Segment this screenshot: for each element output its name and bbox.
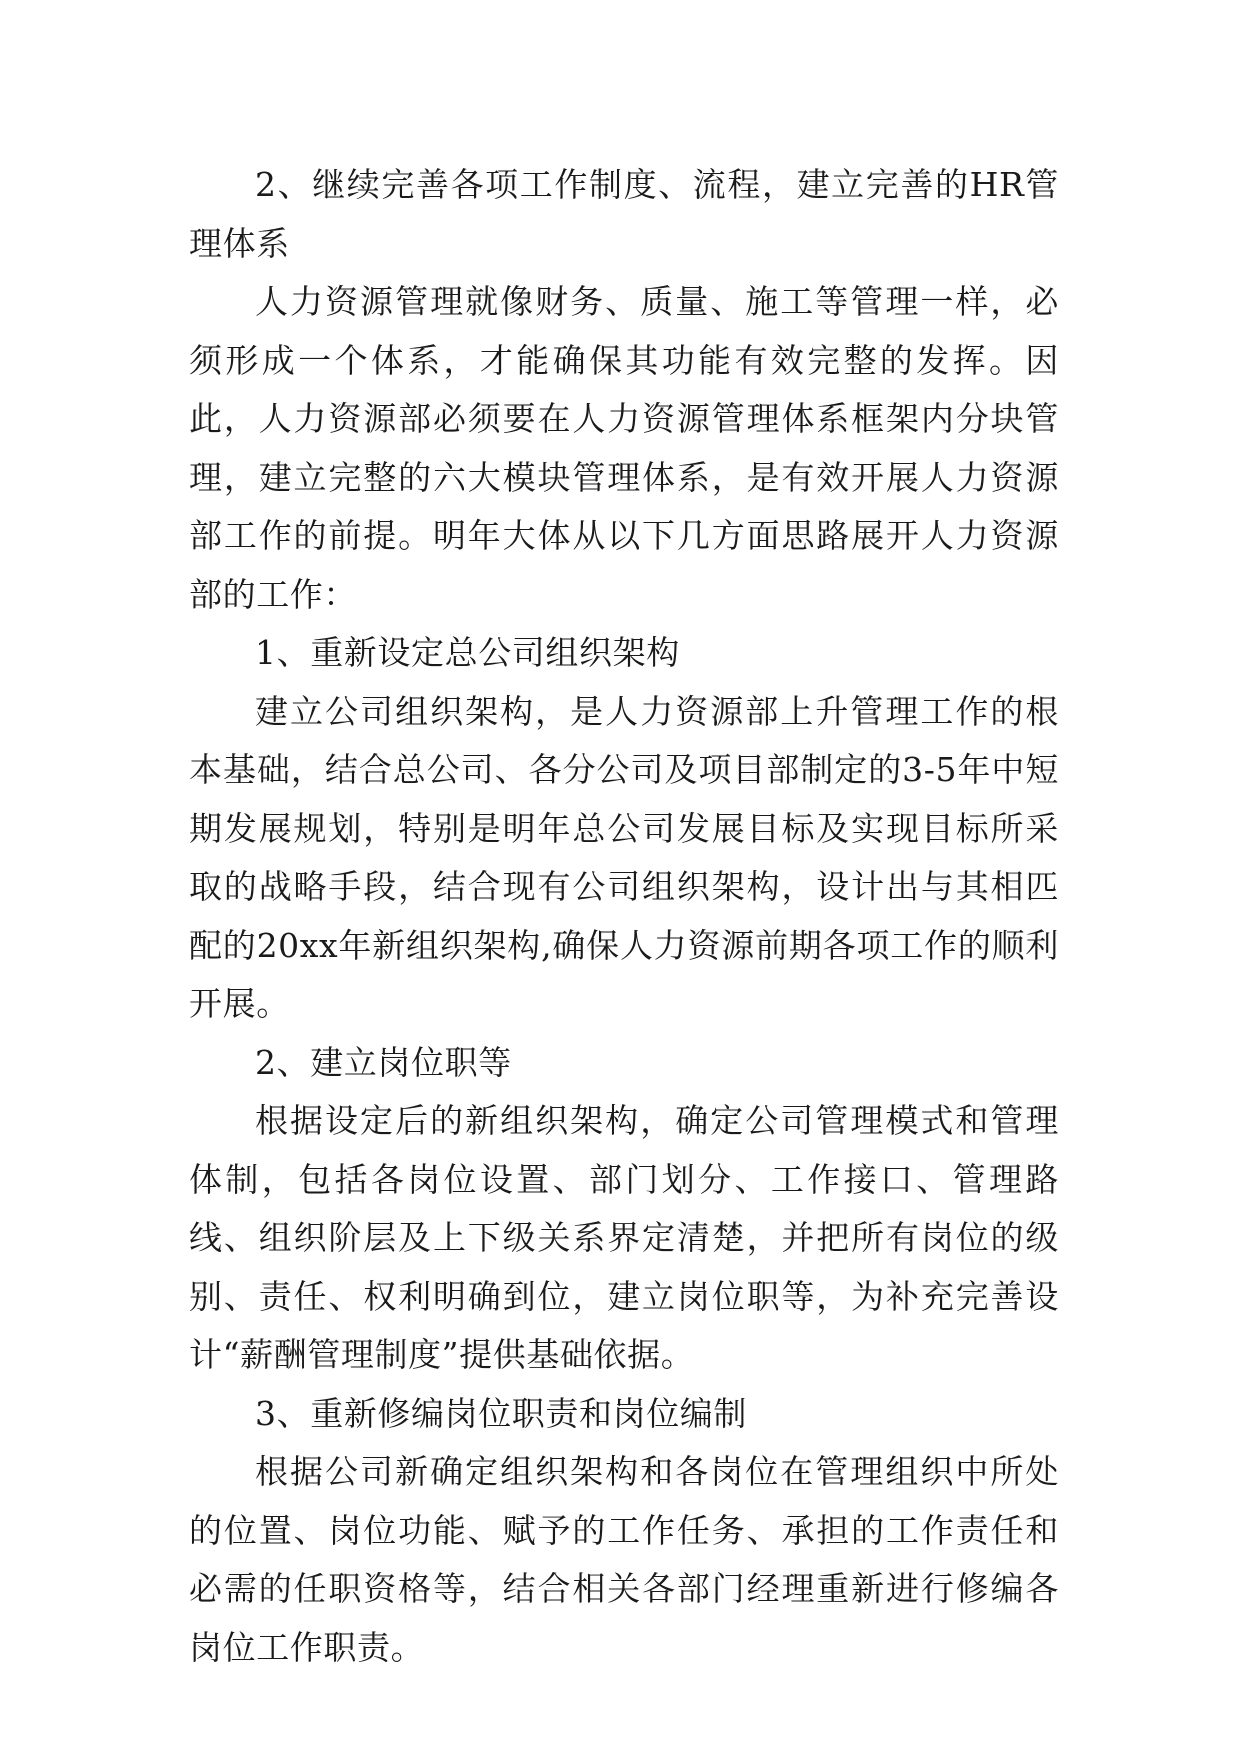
paragraph-job-grades: 根据设定后的新组织架构，确定公司管理模式和管理体制，包括各岗位设置、部门划分、工作接口、管理路线、组织阶层及上下级关系界定清楚，并把所有岗位的级别、责任、权利明确到位，建立岗位职等，为补充完善设计“薪酬管理制度”提供基础依据。 — [189, 1101, 1059, 1374]
section-heading-hr-system: 2、继续完善各项工作制度、流程，建立完善的HR管理体系 — [189, 165, 1059, 263]
section-heading-job-duties: 3、重新修编岗位职责和岗位编制 — [255, 1393, 747, 1433]
paragraph-org-structure: 建立公司组织架构，是人力资源部上升管理工作的根本基础，结合总公司、各分公司及项目部制定的3-5年中短期发展规划，特别是明年总公司发展目标及实现目标所采取的战略手段，结合现有公司组织架构，设计出与其相匹配的20xx年新组织架构,确保人力资源前期各项工作的顺利开展。 — [189, 691, 1059, 1023]
paragraph-job-duties: 根据公司新确定组织架构和各岗位在管理组织中所处的位置、岗位功能、赋予的工作任务、承担的工作责任和必需的任职资格等，结合相关各部门经理重新进行修编各岗位工作职责。 — [189, 1452, 1059, 1667]
document-body — [189, 156, 1059, 1677]
section-heading-job-grades: 2、建立岗位职等 — [255, 1042, 512, 1082]
section-heading-org-structure: 1、重新设定总公司组织架构 — [255, 633, 680, 672]
paragraph-hr-system: 人力资源管理就像财务、质量、施工等管理一样，必须形成一个体系，才能确保其功能有效完整的发挥。因此，人力资源部必须要在人力资源管理体系框架内分块管理，建立完整的六大模块管理体系，是有效开展人力资源部工作的前提。明年大体从以下几方面思路展开人力资源部的工作： — [189, 282, 1059, 614]
